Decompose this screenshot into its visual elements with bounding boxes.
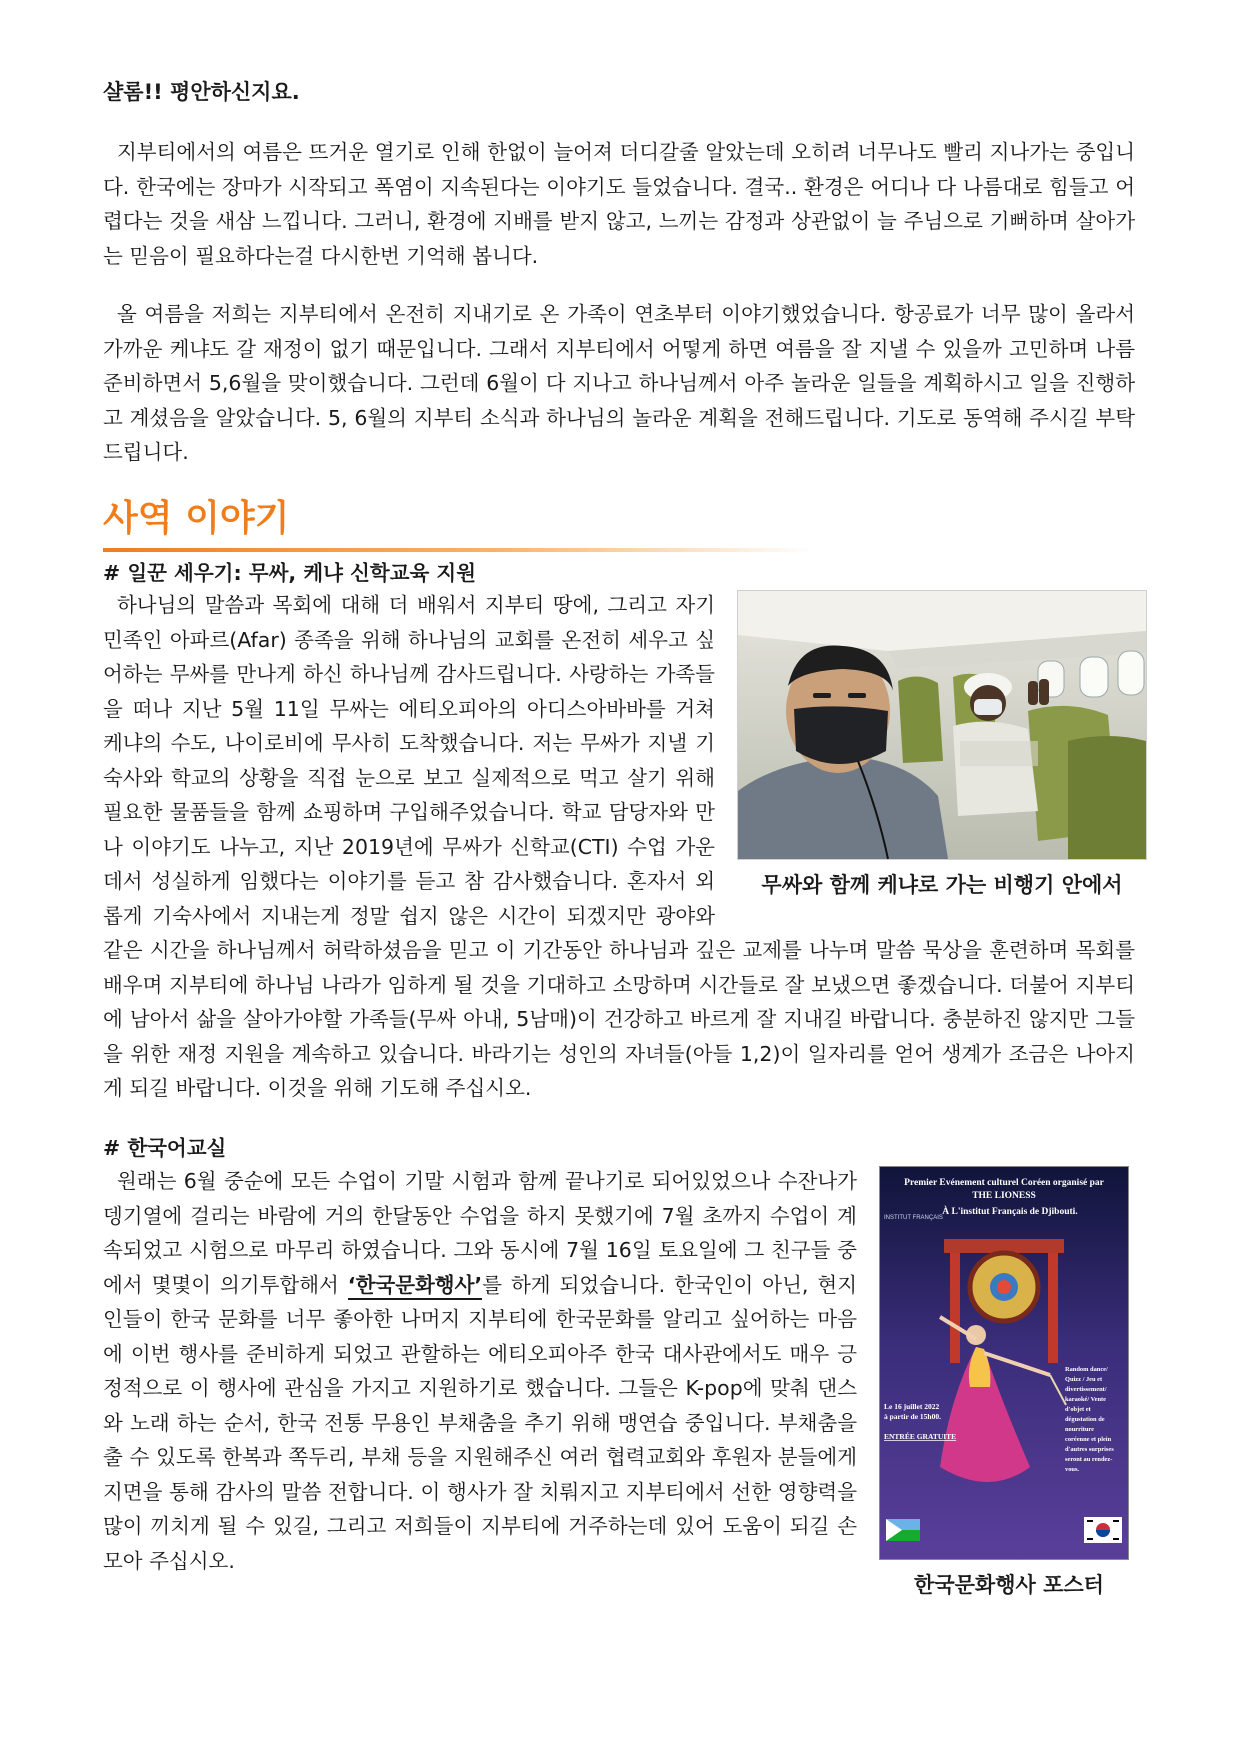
- poster-figure: [879, 1164, 1139, 1604]
- poster-title-line1: Premier Evénement culturel Coréen organisé par: [904, 1178, 1104, 1188]
- djibouti-flag-icon: [886, 1519, 920, 1541]
- poster-image: [880, 1167, 1128, 1559]
- poster-program-line: vous.: [1065, 1466, 1080, 1473]
- airplane-photo: [737, 590, 1147, 860]
- article1: [103, 588, 1135, 1106]
- poster-title-line3: À L'institut Français de Djibouti.: [942, 1207, 1078, 1217]
- poster-program-line: seront au rendez-: [1065, 1456, 1113, 1463]
- section-title-underline: [103, 548, 813, 552]
- poster-program-line: nourriture: [1065, 1426, 1094, 1433]
- poster-caption: 한국문화행사 포스터: [914, 1573, 1104, 1597]
- airplane-figure: [737, 588, 1147, 918]
- greeting: 샬롬!! 평안하신지요.: [103, 80, 300, 104]
- poster-program-line: divertissement/: [1065, 1386, 1107, 1393]
- section-title: 사역 이야기: [103, 498, 290, 539]
- article1-body: 하나님의 말씀과 목회에 대해 더 배워서 지부티 땅에, 그리고 자기 민족인 아파르(Afar) 종족을 위해 하나님의 교회를 온전히 세우고 싶어하는 무싸를 만나게 하신 하나님께 감사드립니다. 사랑하는 가족들을 떠나 지난 5월 11일 무싸는 에티오피아의 아디스아바바를 거쳐 케냐의 수도, 나이로비에 무사히 도착했습니다. 저는 무싸가 지낼 기숙사와 학교의 상황을 직접 눈으로 보고 실제적으로 먹고 살기 위해 필요한 물품들을 함께 쇼핑하며 구입해주었습니다. 학교 담당자와 만나 이야기도 나누고, 지난 2019년에 무싸가 신학교(CTI) 수업 가운데서 성실하게 임했다는 이야기를 듣고 참 감사했습니다. 혼자서 외롭게 기숙사에서 지내는게 정말 쉽지 않은 시간이 되겠지만 광야와 같은 시간을 하나님께서 허락하셨음을 믿고 이 기간동안 하나님과 깊은 교제를 나누며 말씀 묵상을 훈련하며 목회를 배우며 지부티에 하나님 나라가 임하게 될 것을 기대하고 소망하며 시간들로 잘 보냈으면 좋겠습니다. 더불어 지부티에 남아서 삶을 살아가야할 가족들(무싸 아내, 5남매)이 건강하고 바르게 잘 지내길 바랍니다. 충분하진 않지만 그들을 위한 재정 지원을 계속하고 있습니다. 바라기는 성인의 자녀들(아들 1,2)이 일자리를 얻어 생계가 조금은 나아지게 되길 바랍니다. 이것을 위해 기도해 주십시오.: [103, 593, 1135, 1100]
- poster-program-line: Quizz / Jeu et: [1065, 1376, 1103, 1383]
- poster-program-line: karaoké/ Vente: [1065, 1396, 1107, 1403]
- poster-program-line: d'autres surprises: [1065, 1446, 1114, 1453]
- poster-program-line: d'objet et: [1065, 1406, 1091, 1413]
- culture-event-highlight: ‘한국문화행사’: [348, 1273, 482, 1300]
- article2-body-start: 원래는 6월 중순에 모든 수업이 기말 시험과 함께 끝나기로 되어있었으나 수잔나가 뎅기열에 걸리는 바람에 거의 한달동안 수업을 하지 못했기에 7월 초까지 수업이 계속되었고 시험으로 마무리 하였습니다. 그와 동시에 7월 16일 토요일에 그 친구들 중에서 몇몇이 의기투합해서: [103, 1169, 857, 1297]
- poster-program-line: coréenne et plein: [1065, 1436, 1112, 1443]
- poster-entry: ENTRÉE GRATUITE: [884, 1432, 957, 1441]
- article1-heading: # 일꾼 세우기: 무싸, 케냐 신학교육 지원: [103, 561, 477, 585]
- article2: [103, 1164, 1135, 1604]
- poster-time: à partir de 15h00.: [884, 1412, 941, 1421]
- poster-program-line: dégustation de: [1065, 1416, 1105, 1423]
- institut-logo: INSTITUT FRANÇAIS: [884, 1215, 943, 1221]
- article2-heading: # 한국어교실: [103, 1136, 227, 1160]
- korea-flag-icon: [1084, 1517, 1122, 1543]
- airplane-cabin-image: [738, 591, 1146, 859]
- intro-paragraph-1: 지부티에서의 여름은 뜨거운 열기로 인해 한없이 늘어져 더디갈줄 알았는데 오히려 너무나도 빨리 지나가는 중입니다. 한국에는 장마가 시작되고 폭염이 지속된다는 이야기도 들었습니다. 결국.. 환경은 어디나 다 나름대로 힘들고 어렵다는 것을 새삼 느낍니다. 그러니, 환경에 지배를 받지 않고, 느끼는 감정과 상관없이 늘 주님으로 기뻐하며 살아가는 믿음이 필요하다는걸 다시한번 기억해 봅니다.: [103, 140, 1135, 268]
- poster-program-line: Random dance/: [1065, 1366, 1108, 1373]
- article2-body-end: 를 하게 되었습니다. 한국인이 아닌, 현지인들이 한국 문화를 너무 좋아한 나머지 지부티에 한국문화를 알리고 싶어하는 마음에 이번 행사를 준비하게 되었고 관할하는 에티오피아주 한국 대사관에서도 매우 긍정적으로 이 행사에 관심을 가지고 지원하기로 했습니다. 그들은 K-pop에 맞춰 댄스와 노래 하는 순서, 한국 전통 무용인 부채춤을 추기 위해 맹연습 중입니다. 부채춤을 출 수 있도록 한복과 쪽두리, 부채 등을 지원해주신 여러 협력교회와 후원자 분들에게 지면을 통해 감사의 말씀 전합니다. 이 행사가 잘 치뤄지고 지부티에서 선한 영향력을 많이 끼치게 될 수 있길, 그리고 저희들이 지부티에 거주하는데 있어 도움이 되길 손모아 주십시오.: [103, 1272, 857, 1573]
- poster-title-line2: THE LIONESS: [972, 1191, 1036, 1201]
- intro-paragraph-2: 올 여름을 저희는 지부티에서 온전히 지내기로 온 가족이 연초부터 이야기했었습니다. 항공료가 너무 많이 올라서 가까운 케냐도 갈 재정이 없기 때문입니다. 그래서 지부티에서 어떻게 하면 여름을 잘 지낼 수 있을까 고민하며 나름 준비하면서 5,6월을 맞이했습니다. 그런데 6월이 다 지나고 하나님께서 아주 놀라운 일들을 계획하시고 일을 진행하고 계셨음을 알았습니다. 5, 6월의 지부티 소식과 하나님의 놀라운 계획을 전해드립니다. 기도로 동역해 주시길 부탁드립니다.: [103, 302, 1135, 464]
- airplane-photo-caption: 무싸와 함께 케냐로 가는 비행기 안에서: [761, 873, 1123, 897]
- poster-date: Le 16 juillet 2022: [884, 1402, 940, 1411]
- culture-event-poster: [879, 1166, 1129, 1560]
